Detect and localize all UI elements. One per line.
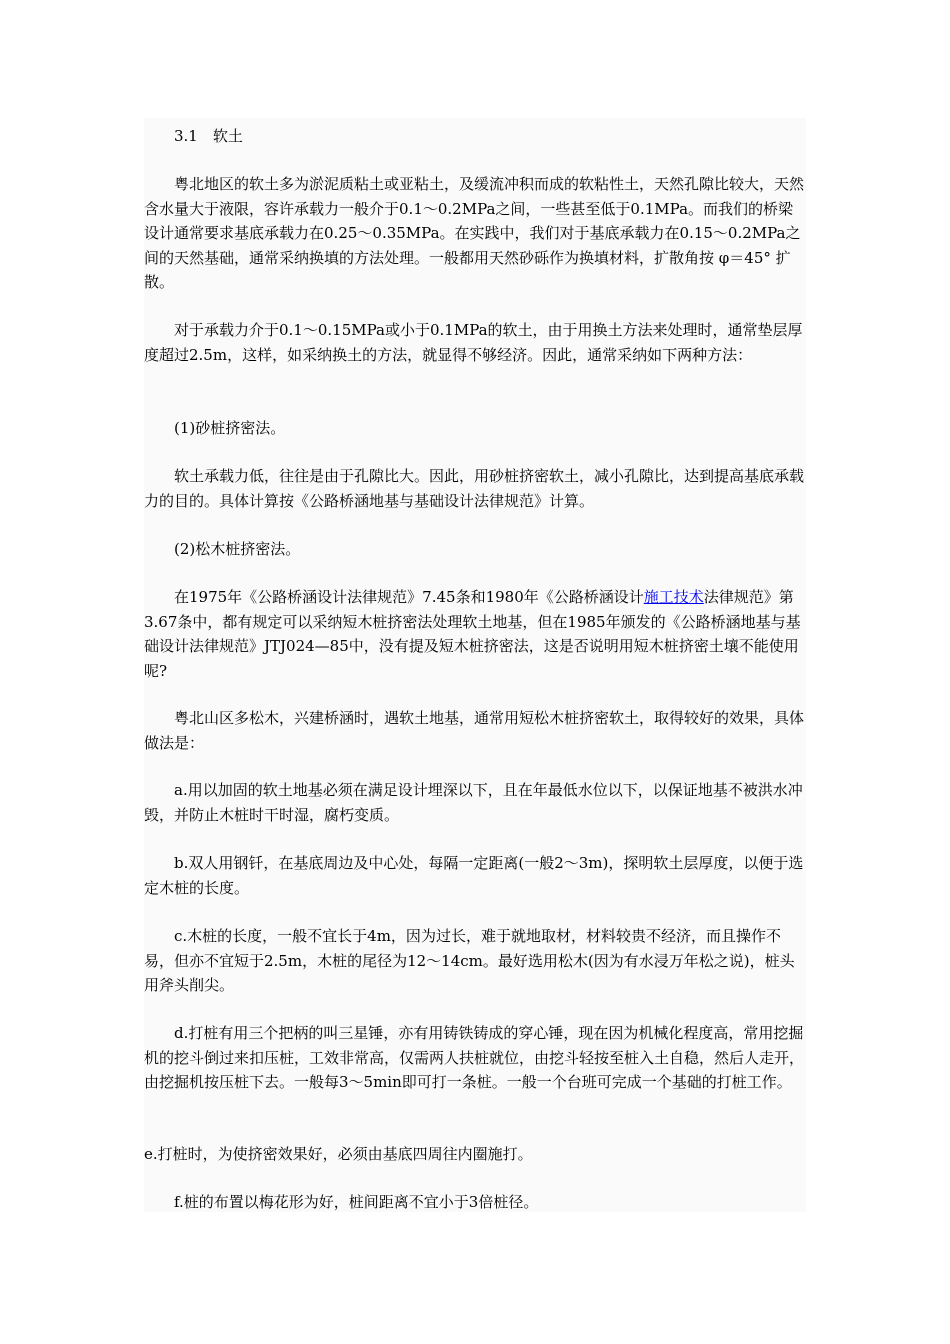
paragraph-step-c: c.木桩的长度，一般不宜长于4m，因为过长，难于就地取材，材料较贵不经济，而且操作不易，但亦不宜短于2.5m，木桩的尾径为12～14cm。最好选用松木(因为有水浸万年松之说)，桩头用斧头削尖。 bbox=[144, 927, 795, 994]
paragraph-bearing-capacity: 对于承载力介于0.1～0.15MPa或小于0.1MPa的软土，由于用换土方法来处理时，通常垫层厚度超过2.5m，这样，如采纳换土的方法，就显得不够经济。因此，通常采纳如下两种方法： bbox=[144, 321, 803, 364]
paragraph-step-f: f.桩的布置以梅花形为好，桩间距离不宜小于3倍桩径。 bbox=[174, 1193, 539, 1211]
paragraph-sand-pile-heading: (1)砂桩挤密法。 bbox=[174, 419, 286, 437]
paragraph-step-e: e.打桩时，为使挤密效果好，必须由基底四周往内圈施打。 bbox=[144, 1145, 533, 1163]
paragraph-pine-pile-heading: (2)松木桩挤密法。 bbox=[174, 540, 301, 558]
construction-technology-link[interactable]: 施工技术 bbox=[643, 588, 704, 606]
paragraph-step-b: b.双人用钢钎，在基底周边及中心处，每隔一定距离(一般2～3m)，探明软土层厚度，以便于选定木桩的长度。 bbox=[144, 854, 804, 897]
code-history-text-before: 在1975年《公路桥涵设计法律规范》7.45条和1980年《公路桥涵设计 bbox=[174, 588, 644, 606]
code-history-text-after: 法律规范》第3.67条中，都有规定可以采纳短木桩挤密法处理软土地基，但在1985年颁发的《公路桥涵地基与基础设计法律规范》JTJ024—85中，没有提及短木桩挤密法，这是否说明用短木桩挤密土壤不能使用呢? bbox=[144, 588, 801, 680]
paragraph-pine-practice: 粤北山区多松木，兴建桥涵时，遇软土地基，通常用短松木桩挤密软土，取得较好的效果，具体做法是： bbox=[144, 709, 805, 752]
paragraph-sand-pile: 软土承载力低，往往是由于孔隙比大。因此，用砂桩挤密软土，减小孔隙比，达到提高基底承载力的目的。具体计算按《公路桥涵地基与基础设计法律规范》计算。 bbox=[144, 467, 805, 510]
article-body bbox=[144, 118, 806, 1212]
paragraph-step-a: a.用以加固的软土地基必须在满足设计埋深以下，且在年最低水位以下，以保证地基不被洪水冲毁，并防止木桩时干时湿，腐朽变质。 bbox=[144, 781, 803, 824]
paragraph-soft-soil-intro: 粤北地区的软土多为淤泥质粘土或亚粘土，及缓流冲积而成的软粘性土，天然孔隙比较大，天然含水量大于液限，容许承载力一般介于0.1～0.2MPa之间，一些甚至低于0.1MPa。而我们的桥梁设计通常要求基底承载力在0.25～0.35MPa。在实践中，我们对于基底承载力在0.15～0.2MPa之间的天然基础，通常采纳换填的方法处理。一般都用天然砂砾作为换填材料，扩散角按 φ＝45° 扩散。 bbox=[144, 175, 805, 291]
paragraph-code-history bbox=[144, 585, 806, 683]
section-heading: 3.1 软土 bbox=[174, 127, 243, 145]
paragraph-step-d: d.打桩有用三个把柄的叫三星锤，亦有用铸铁铸成的穿心锤，现在因为机械化程度高，常用挖掘机的挖斗倒过来扣压桩，工效非常高，仅需两人扶桩就位，由挖斗轻按至桩入土自稳，然后人走开，由挖掘机按压桩下去。一般每3～5min即可打一条桩。一般一个台班可完成一个基础的打桩工作。 bbox=[144, 1024, 805, 1091]
